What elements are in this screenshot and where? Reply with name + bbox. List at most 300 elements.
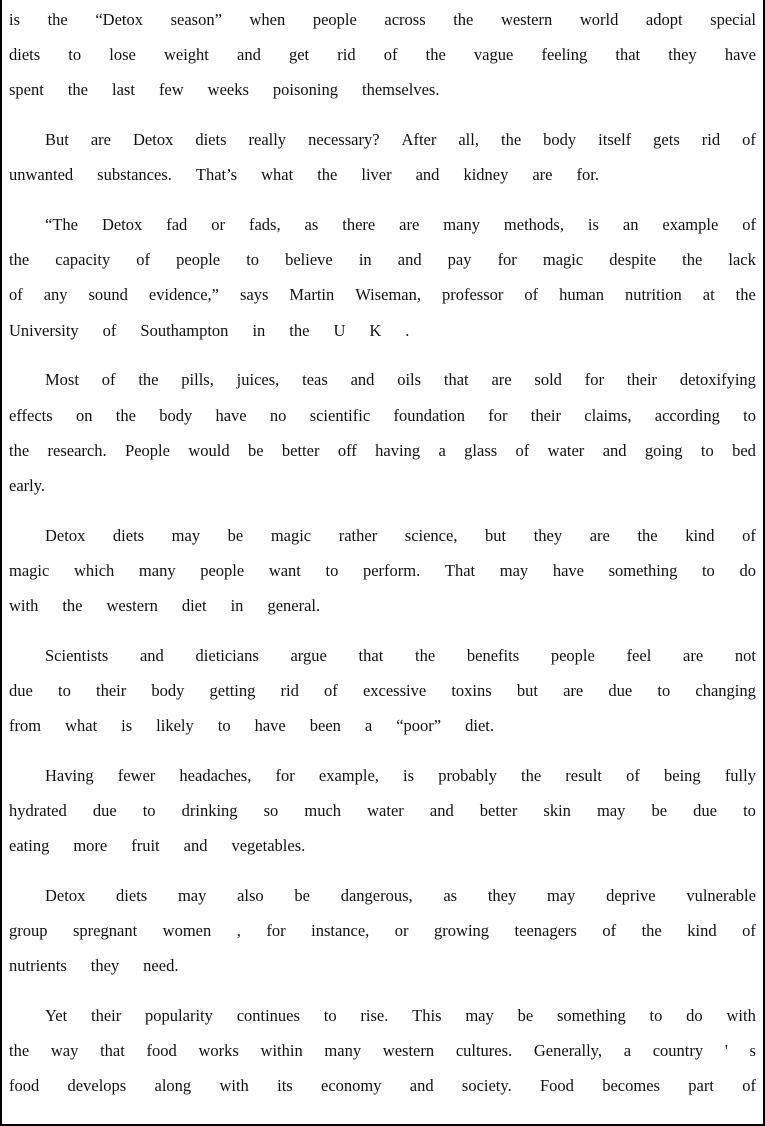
word: been [309,716,341,736]
word: to [246,250,260,270]
word: glass [464,440,498,460]
word: but [485,525,507,545]
word: of [101,370,116,390]
text-line [9,318,756,344]
word: and [397,250,422,270]
word: better [281,440,320,460]
word: when [249,10,286,29]
word: are [563,680,584,700]
word: are [90,130,111,150]
word: fad [166,215,188,234]
word: lack [728,250,756,270]
word: a [438,440,446,460]
word: what [261,165,294,185]
word: body [159,405,193,425]
word: of [742,130,756,150]
word: the [641,921,662,941]
word: vague [473,45,514,65]
word: juices, [236,370,280,390]
word: perform. [362,560,421,580]
word: of [626,765,640,785]
word: and [602,440,627,460]
word: nutrition [624,285,682,305]
word: necessary? [308,130,380,150]
word: have [552,560,584,580]
word: teas [302,370,328,390]
word: the [67,80,89,100]
word: That [444,560,476,580]
word: so [263,801,279,820]
word: pay [447,250,472,270]
word: vulnerable [686,885,756,905]
word: be [227,525,244,545]
word: rid [701,130,721,150]
word: to [323,1006,337,1025]
word: due [608,680,633,700]
word: and [415,165,440,185]
word: for [497,250,517,270]
text-line [9,1003,756,1029]
word: as [304,215,319,234]
word: being [664,765,701,785]
text-line [9,77,756,103]
word: people [312,10,357,29]
text-line [9,162,756,188]
word: that [358,645,384,665]
text-line [9,42,756,68]
word: feel [626,645,652,665]
text-line [9,523,756,549]
text-line [9,403,756,429]
word: general. [267,596,321,615]
word: within [260,1041,303,1061]
word: people [200,560,245,580]
word: lose [109,45,136,65]
word: or [211,215,225,234]
word: diet. [465,716,495,736]
word: rid [337,45,356,65]
word: diets [195,130,227,150]
word: an [622,215,639,234]
word: People [125,440,170,460]
word: have [724,45,756,65]
word: K [369,320,382,340]
word: is [403,765,415,785]
word: the [138,370,159,390]
word: rather [338,525,378,545]
word: of [742,215,756,234]
word: weeks [207,80,249,100]
word: of [383,45,398,65]
word: may [546,885,576,905]
word: what [65,716,98,736]
word: But [45,130,69,150]
word: to [142,801,156,820]
word: pills, [181,370,214,390]
word: of [742,525,756,545]
word: result [565,765,602,785]
text-line [9,833,756,859]
word: vegetables. [231,836,306,856]
word: that [443,370,469,390]
word: the [682,250,703,270]
word: fully [724,765,756,785]
word: to [68,45,82,65]
word: for [275,765,295,785]
text-line [9,1038,756,1064]
word: do [686,1006,703,1025]
word: have [254,716,286,736]
word: dieticians [195,645,259,665]
word: diets [9,45,41,65]
word: across [384,10,426,29]
text-line [9,883,756,909]
word: their [95,680,127,700]
word: of [742,1076,756,1096]
word: fewer [117,765,156,785]
word: capacity [55,250,111,270]
word: not [734,645,756,665]
word: the [520,765,542,785]
word: of [136,250,151,270]
word: Scientists [45,645,109,665]
word: to [325,560,339,580]
word: they [487,885,517,905]
word: Most [45,370,79,390]
word: magic [9,560,50,580]
word: example, [318,765,379,785]
word: kind [687,921,717,941]
word: may [171,525,201,545]
word: the [637,525,658,545]
word: spregnant [73,921,138,941]
word: of [524,285,539,305]
word: to [743,405,756,425]
text-line [9,1073,756,1099]
word: economy [321,1076,382,1096]
word: research. [47,440,107,460]
text-line [9,798,756,824]
word: society. [461,1076,512,1096]
word: develops [67,1076,127,1096]
word: and [409,1076,434,1096]
text-line [9,558,756,584]
word: be [247,440,264,460]
word: is [587,215,599,234]
word: the [415,645,436,665]
word: headaches, [179,765,252,785]
word: itself [598,130,632,150]
word: “The [45,215,78,234]
word: kidney [463,165,509,185]
word: Detox [45,525,86,545]
word: of [324,680,338,700]
word: due [693,801,717,820]
word: world [579,10,619,29]
word: “poor” [396,716,442,736]
word: need. [143,956,179,976]
word: but [516,680,538,700]
word: and [139,645,164,665]
word: body [151,680,185,700]
word: season” [170,10,222,29]
word: the [425,45,446,65]
word: last [112,80,135,100]
word: feeling [541,45,588,65]
text-line [9,247,756,273]
text-line [9,678,756,704]
word: few [158,80,184,100]
word: foundation [393,405,465,425]
word: would [188,440,230,460]
word: for [266,921,286,941]
word: something [608,560,678,580]
word: which [73,560,115,580]
word: and [237,45,261,65]
word: After [401,130,437,150]
text-line [9,282,756,308]
word: or [394,921,409,941]
word: U [333,320,346,340]
text-line [9,473,756,499]
word: ' [724,1041,728,1061]
word: are [589,525,610,545]
text-line [9,438,756,464]
text-line [9,593,756,619]
word: diets [112,525,145,545]
word: evidence,” [148,285,219,305]
word: people [176,250,221,270]
word: many [138,560,176,580]
word: are [532,165,553,185]
word: according [654,405,720,425]
word: of [742,921,756,941]
word: something [556,1006,626,1025]
word: to [743,801,756,820]
word: have [215,405,247,425]
word: water [367,801,404,820]
word: of [515,440,530,460]
word: to [700,440,714,460]
word: says [239,285,269,305]
word: special [710,10,756,29]
word: as [443,885,458,905]
word: methods, [503,215,564,234]
word: sound [88,285,128,305]
word: of [102,320,117,340]
word: fads, [248,215,281,234]
word: going [644,440,683,460]
word: getting [209,680,256,700]
word: and [429,801,454,820]
word: growing [434,921,490,941]
word: effects [9,405,53,425]
word: Having [45,765,94,785]
text-line [9,643,756,669]
word: Generally, [533,1041,602,1061]
word: want [268,560,301,580]
word: western [106,596,158,615]
word: from [9,716,42,736]
word: in [252,320,266,340]
word: water [547,440,585,460]
word: at [702,285,715,305]
word: rise. [360,1006,389,1025]
word: example [662,215,719,234]
word: “Detox [95,10,143,29]
word: scientific [309,405,371,425]
word: likely [156,716,194,736]
word: really [248,130,287,150]
word: women [162,921,212,941]
word: rid [280,680,299,700]
word: on [75,405,93,425]
word: the [9,250,30,270]
word: sold [534,370,562,390]
word: people [550,645,595,665]
word: that [100,1041,125,1061]
word: to [657,680,671,700]
text-line [9,763,756,789]
word: its [277,1076,293,1096]
word: excessive [362,680,427,700]
word: claims, [584,405,632,425]
word: spent [9,80,44,100]
word: with [219,1076,249,1096]
word: becomes [602,1076,660,1096]
word: skin [543,801,571,820]
word: due [92,801,117,820]
word: Food [540,1076,574,1096]
word: University [9,320,79,340]
word: country [652,1041,704,1061]
word: there [342,215,376,234]
word: of [602,921,617,941]
word: the [62,596,83,615]
word: their [90,1006,122,1025]
word: to [701,560,715,580]
word: more [73,836,108,856]
word: having [375,440,421,460]
text-line [9,7,756,33]
word: may [597,801,626,820]
word: deprive [606,885,656,905]
word: their [530,405,562,425]
word: western [382,1041,435,1061]
word: also [237,885,264,905]
word: they [90,956,120,976]
word: is [9,10,21,29]
word: with [726,1006,756,1025]
word: oils [397,370,422,390]
word: much [304,801,342,820]
word: drinking [181,801,238,820]
word: the [9,440,30,460]
word: That’s [195,165,238,185]
text-line [9,212,756,238]
word: part [688,1076,714,1096]
word: the [9,1041,30,1061]
word: Southampton [140,320,229,340]
word: the [500,130,522,150]
word: nutrients [9,956,67,976]
word: probably [438,765,497,785]
word: argue [290,645,327,665]
word: dangerous, [340,885,413,905]
word: western [500,10,553,29]
word: many [324,1041,362,1061]
word: works [198,1041,239,1061]
text-line [9,367,756,393]
word: is [121,716,133,736]
word: be [651,801,668,820]
word: and [350,370,375,390]
text-line [9,713,756,739]
word: human [559,285,604,305]
word: the [453,10,474,29]
word: for [584,370,604,390]
word: the [115,405,136,425]
word: teenagers [514,921,577,941]
word: a [364,716,373,736]
word: bed [732,440,756,460]
word: toxins [451,680,492,700]
word: better [479,801,518,820]
word: may [499,560,529,580]
word: themselves. [362,80,440,100]
word: to [217,716,231,736]
text-line [9,127,756,153]
word: in [358,250,372,270]
word: magic [270,525,312,545]
word: popularity [145,1006,213,1025]
word: along [154,1076,192,1096]
word: adopt [645,10,683,29]
word: way [50,1041,79,1061]
word: for [488,405,508,425]
word: Detox [45,885,86,905]
word: do [739,560,756,580]
word: are [683,645,704,665]
word: to [649,1006,663,1025]
word: a [623,1041,632,1061]
word: the [47,10,68,29]
word: any [43,285,68,305]
word: believe [285,250,333,270]
word: and [183,836,208,856]
word: the [289,320,310,340]
word: off [337,440,357,460]
word: early. [9,475,46,495]
word: despite [609,250,657,270]
word: liver [361,165,392,185]
word: continues [236,1006,300,1025]
word: s [749,1041,756,1061]
word: fruit [131,836,160,856]
word: Detox [101,215,143,234]
word: in [230,596,244,615]
word: of [9,285,23,305]
word: the [735,285,756,305]
word: diet [181,596,207,615]
word: food [146,1041,177,1061]
word: all, [458,130,479,150]
word: Martin [289,285,335,305]
word: Yet [45,1006,68,1025]
word: cultures. [455,1041,513,1061]
word: unwanted [9,165,74,185]
word: gets [653,130,680,150]
